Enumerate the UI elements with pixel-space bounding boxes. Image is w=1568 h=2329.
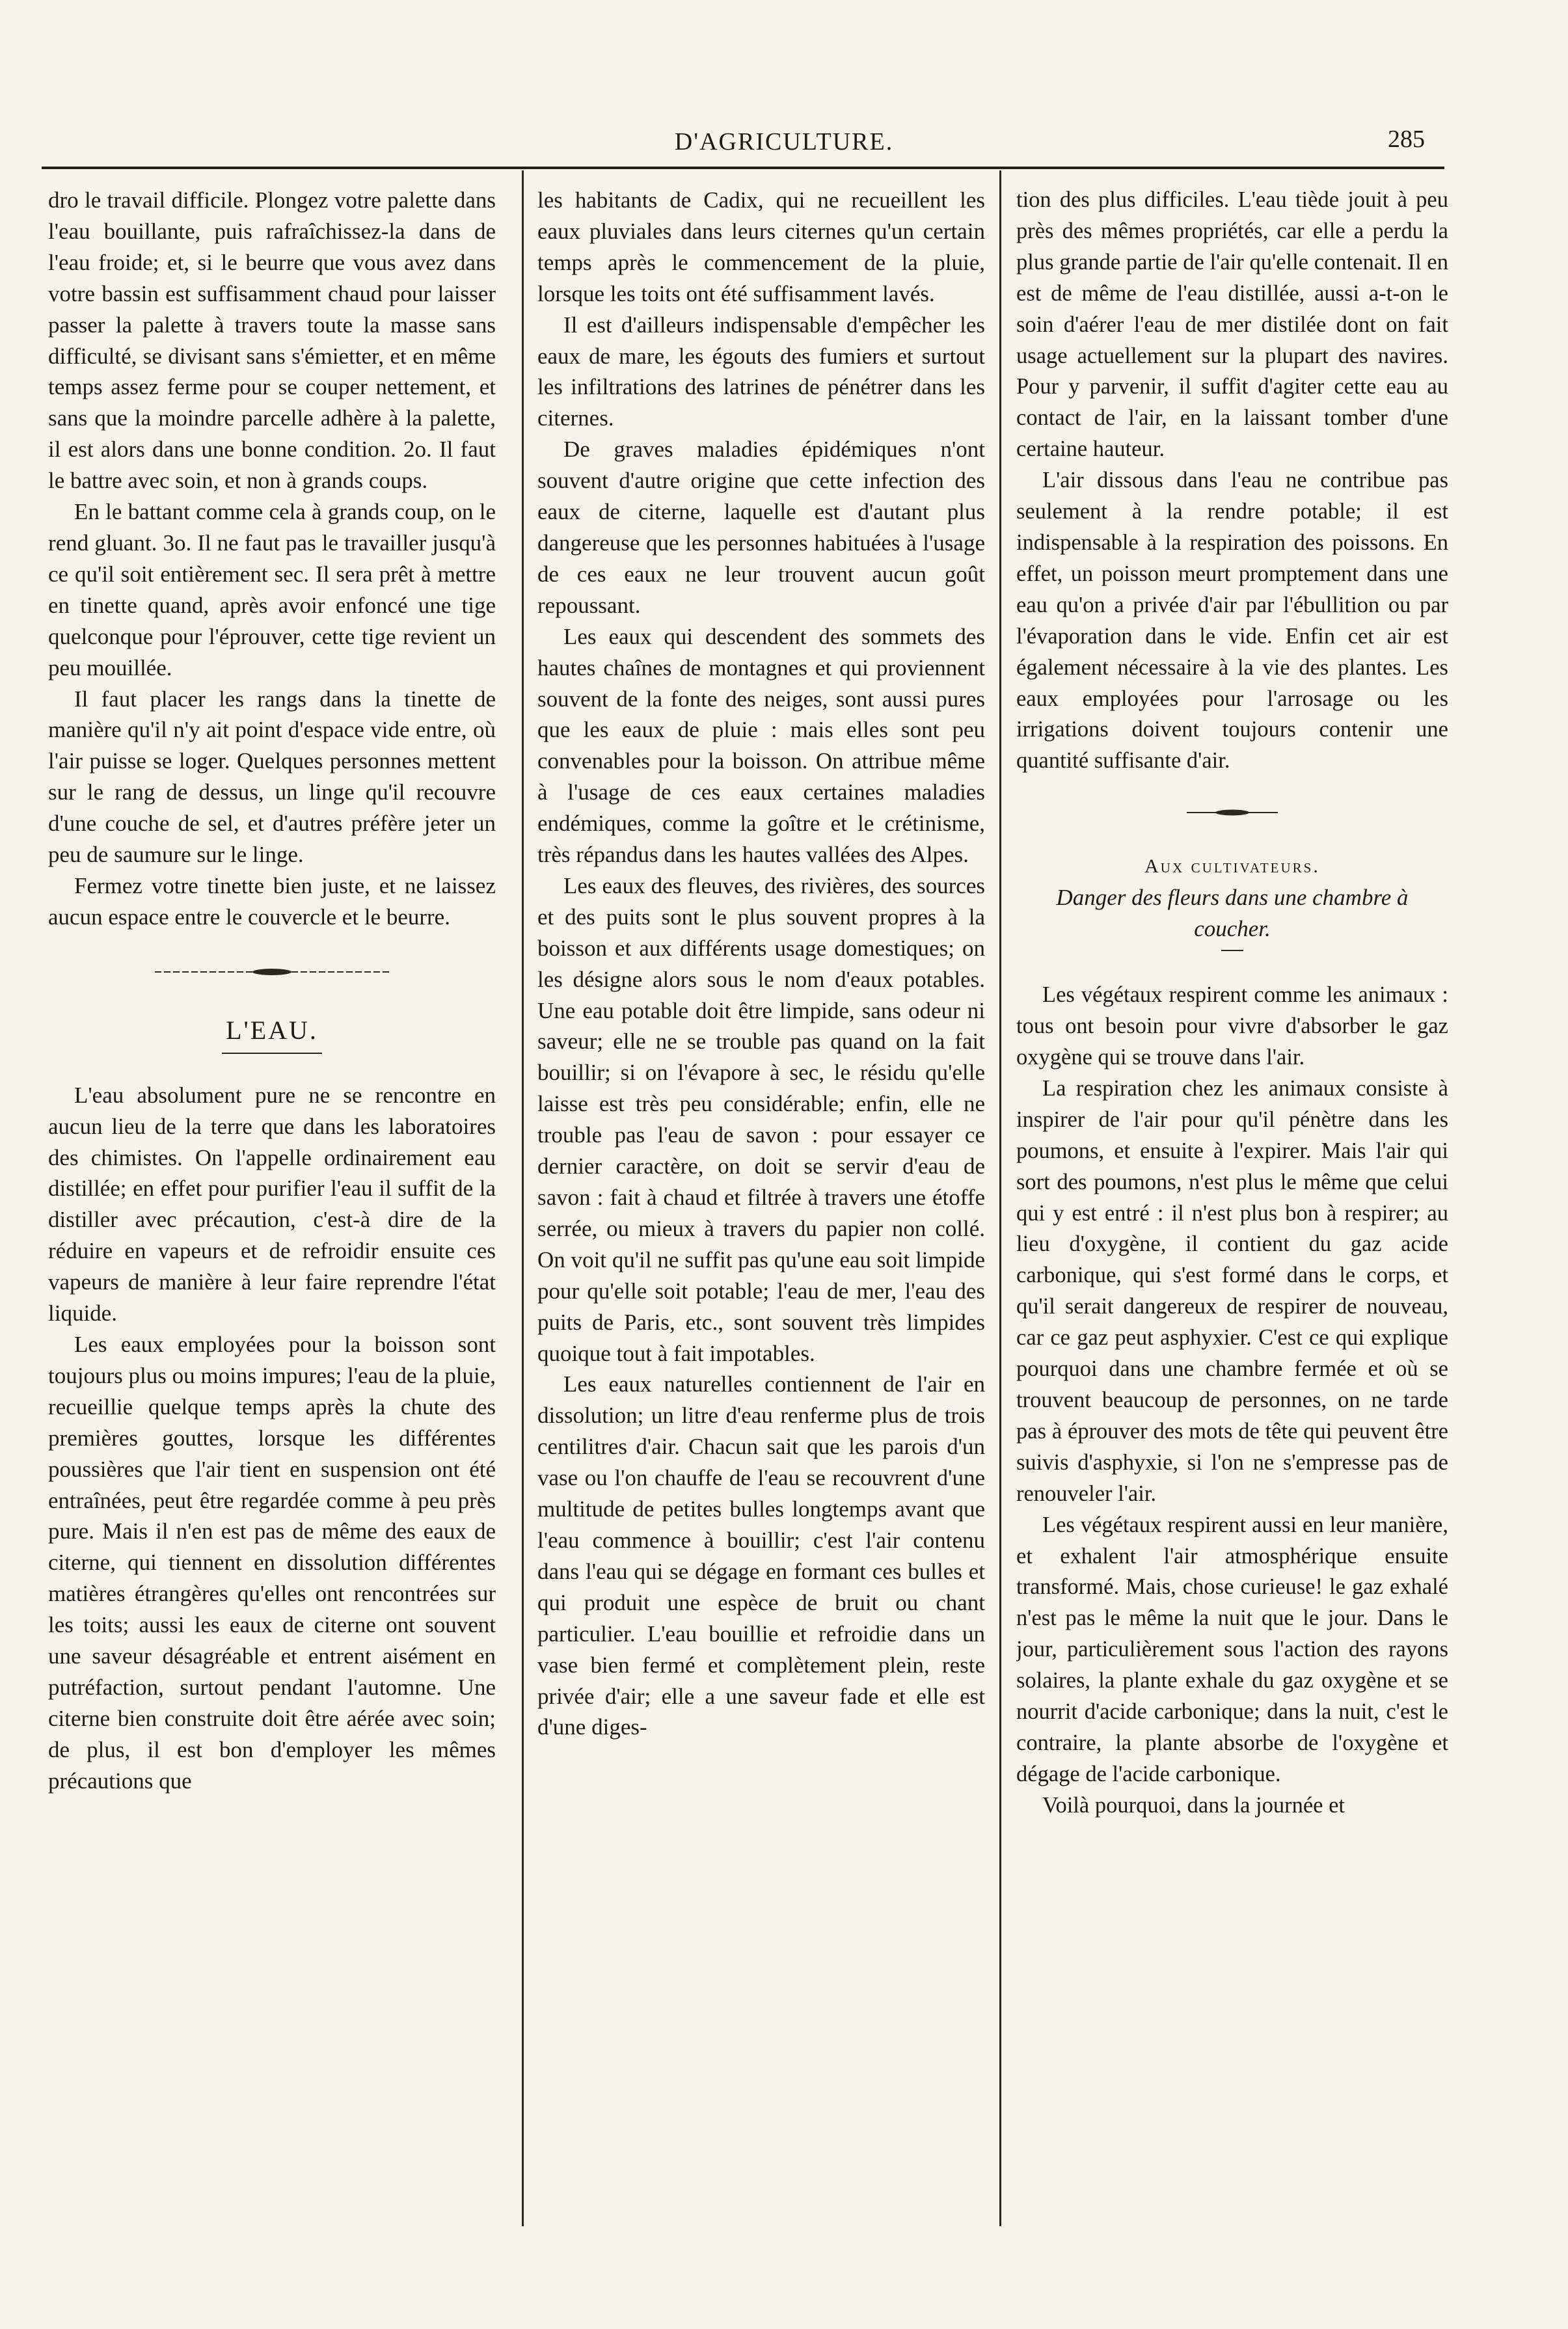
running-title: D'AGRICULTURE. xyxy=(674,128,894,155)
column-divider-1 xyxy=(522,170,524,2226)
header-rule xyxy=(42,167,1444,169)
column-3 xyxy=(1016,185,1448,2215)
paragraph: dro le travail difficile. Plongez votre palette dans l'eau bouillante, puis rafraîchissez-la dans de l'eau froide; et, si le beurre que vous avez dans votre bassin est suffisamment chaud pour laisser passer la palette à travers toute la masse sans difficulté, se divisant sans s'émietter, et en même temps assez ferme pour se couper nettement, et sans que la moindre parcelle adhère à la palette, il est alors dans une bonne condition. 2o. Il faut le battre avec soin, et non à grands coups. xyxy=(48,187,496,494)
page-number: 285 xyxy=(1388,126,1425,153)
paragraph: Il faut placer les rangs dans la tinette de manière qu'il n'y ait point d'espace vide entre, où l'air puisse se loger. Quelques personnes mettent sur le rang de dessus, un linge qu'il recouvre d'une couche de sel, et d'autres préfère jeter un peu de saumure sur le linge. xyxy=(48,686,496,868)
paragraph: L'air dissous dans l'eau ne contribue pas seulement à la rendre potable; il est indispensable à la respiration des poissons. En effet, un poisson meurt promptement dans une eau qu'on a privée d'air par l'ébullition ou par l'évaporation dans le vide. Enfin cet air est également nécessaire à la vie des plantes. Les eaux employées pour l'arrosage ou les irrigations doivent toujours contenir une quantité suffisante d'air. xyxy=(1016,468,1448,774)
paragraph: De graves maladies épidémiques n'ont souvent d'autre origine que cette infection des eaux de citerne, laquelle est d'autant plus dangereuse que les personnes habituées à l'usage de ces eaux ne leur trouvent aucun goût repoussant. xyxy=(537,437,985,618)
paragraph: En le battant comme cela à grands coup, on le rend gluant. 3o. Il ne faut pas le travailler jusqu'à ce qu'il soit entièrement sec. Il sera prêt à mettre en tinette quand, après avoir enfoncé une tige quelconque pour l'éprouver, cette tige revient un peu mouillée. xyxy=(48,499,496,680)
section-ornament xyxy=(1016,777,1448,848)
paragraph: Les eaux naturelles contiennent de l'air en dissolution; un litre d'eau renferme plus de trois centilitres d'air. Chacun sait que les parois d'un vase ou l'on chauffe de l'eau se recouvrent d'une multitude de petites bulles longtemps avant que l'eau commence à bouillir; c'est l'air contenu dans l'eau qui se dégage en formant ces bulles et qui produit une espèce de bruit ou chant particulier. L'eau bouillie et refroidie dans un vase bien fermé et complètement plein, reste privée d'air; elle a une saveur fade et elle est d'une diges- xyxy=(537,1371,985,1740)
section-heading-text: L'EAU. xyxy=(222,1011,322,1054)
section-heading xyxy=(48,1011,496,1054)
paragraph: Voilà pourquoi, dans la journée et xyxy=(1042,1792,1345,1818)
column-divider-2 xyxy=(999,170,1001,2226)
paragraph: tion des plus difficiles. L'eau tiède jouit à peu près des mêmes propriétés, car elle a perdu la plus grande partie de l'air qu'elle contenait. Il en est de même de l'eau distillée, aussi a-t-on le soin d'aérer l'eau de mer distilée dont on fait usage actuellement sur la plupart des navires. Pour y parvenir, il suffit d'agiter cette eau au contact de l'air, en la laissant tomber d'une certaine hauteur. xyxy=(1016,187,1448,462)
paragraph: Les végétaux respirent aussi en leur manière, et exhalent l'air atmosphérique ensuite transformé. Mais, chose curieuse! le gaz exhalé n'est pas le même la nuit que le jour. Dans le jour, particulièrement sous l'action des rayons solaires, la plante exhale du gaz oxygène et se nourrit d'acide carbonique; dans la nuit, c'est le contraire, la plante absorbe de l'oxygène et dégage de l'acide carbonique. xyxy=(1016,1512,1448,1786)
paragraph: Les eaux employées pour la boisson sont toujours plus ou moins impures; l'eau de la pluie, recueillie quelque temps après la chute des premières gouttes, lorsque les différentes poussières que l'air tient en suspension ont été entraînées, peut être regardée comme à peu près pure. Mais il n'en est pas de même des eaux de citerne, qui tiennent en dissolution différentes matières étrangères qu'elles ont rencontrées sur les toits; aussi les eaux de citerne ont souvent une saveur désagréable et entrent aisément en putréfaction, surtout pendant l'automne. Une citerne bien construite doit être aérée avec soin; de plus, il est bon d'employer les mêmes précautions que xyxy=(48,1332,496,1794)
paragraph: Il est d'ailleurs indispensable d'empêcher les eaux de mare, les égouts des fumiers et surtout les infiltrations des latrines de pénétrer dans les citernes. xyxy=(537,312,985,431)
ornament-rule-icon xyxy=(1187,807,1278,818)
section-subtitle: Danger des fleurs dans une chambre à coucher. xyxy=(1056,885,1409,942)
paragraph: L'eau absolument pure ne se rencontre en aucun lieu de la terre que dans les laboratoires des chimistes. On l'appelle ordinairement eau distillée; en effet pour purifier l'eau il suffit de la distiller avec précaution, c'est-à dire de la réduire en vapeurs et de refroidir ensuite ces vapeurs de manière à leur faire reprendre l'état liquide. xyxy=(48,1082,496,1326)
ornament-rule-icon xyxy=(155,965,389,978)
column-1 xyxy=(48,185,496,2215)
section-title: Aux cultivateurs. xyxy=(1144,855,1320,878)
paragraph: les habitants de Cadix, qui ne recueillent les eaux pluviales dans leurs citernes qu'un certain temps après le commencement de la pluie, lorsque les toits ont été suffisamment lavés. xyxy=(537,187,985,306)
paragraph: La respiration chez les animaux consiste à inspirer de l'air pour qu'il pénètre dans les poumons, et ensuite à l'expirer. Mais l'air qui sort des poumons, n'est plus le même que celui qui y est entré : il n'est plus bon à respirer; au lieu d'oxygène, il contient du gaz acide carbonique, qui s'est formé dans le corps, et qu'il serait dangereux de respirer de nouveau, car ce gaz peut asphyxier. C'est ce qui explique pourquoi dans une chambre fermée et où se trouvent beaucoup de personnes, on ne tarde pas à éprouver des mots de tête qui peuvent être suivis d'asphyxie, si l'on ne s'empresse pas de renouveler l'air. xyxy=(1016,1075,1448,1506)
column-2 xyxy=(537,185,985,2215)
paragraph: Fermez votre tinette bien juste, et ne laissez aucun espace entre le couvercle et le beurre. xyxy=(48,872,496,930)
section-ornament xyxy=(48,933,496,1011)
paragraph: Les eaux des fleuves, des rivières, des sources et des puits sont le plus souvent propres à la boisson et aux différents usage domestiques; on les désigne alors sous le nom d'eaux potables. Une eau potable doit être limpide, sans odeur ni saveur; elle ne se trouble pas quand on la fait bouillir; si on l'évapore à sec, le résidu qu'elle laisse est très peu considérable; enfin, elle ne trouble pas l'eau de savon : pour essayer ce dernier caractère, on doit se servir d'eau de savon : fait à chaud et filtrée à travers une étoffe serrée, ou mieux à travers du papier non collé. On voit qu'il ne suffit pas qu'une eau soit limpide pour qu'elle soit potable; l'eau de mer, l'eau des puits de Paris, etc., sont souvent très limpides quoique tout à fait impotables. xyxy=(537,872,985,1366)
paragraph: Les végétaux respirent comme les animaux : tous ont besoin pour vivre d'absorber le gaz oxygène qui se trouve dans l'air. xyxy=(1016,982,1448,1070)
paragraph: Les eaux qui descendent des sommets des hautes chaînes de montagnes et qui proviennent souvent de la fonte des neiges, sont aussi pures que les eaux de pluie : mais elles sont peu convenables pour la boisson. On attribue même à l'usage de ces eaux certaines maladies endémiques, comme la goître et le crétinisme, très répandus dans les hautes vallées des Alpes. xyxy=(537,623,985,868)
